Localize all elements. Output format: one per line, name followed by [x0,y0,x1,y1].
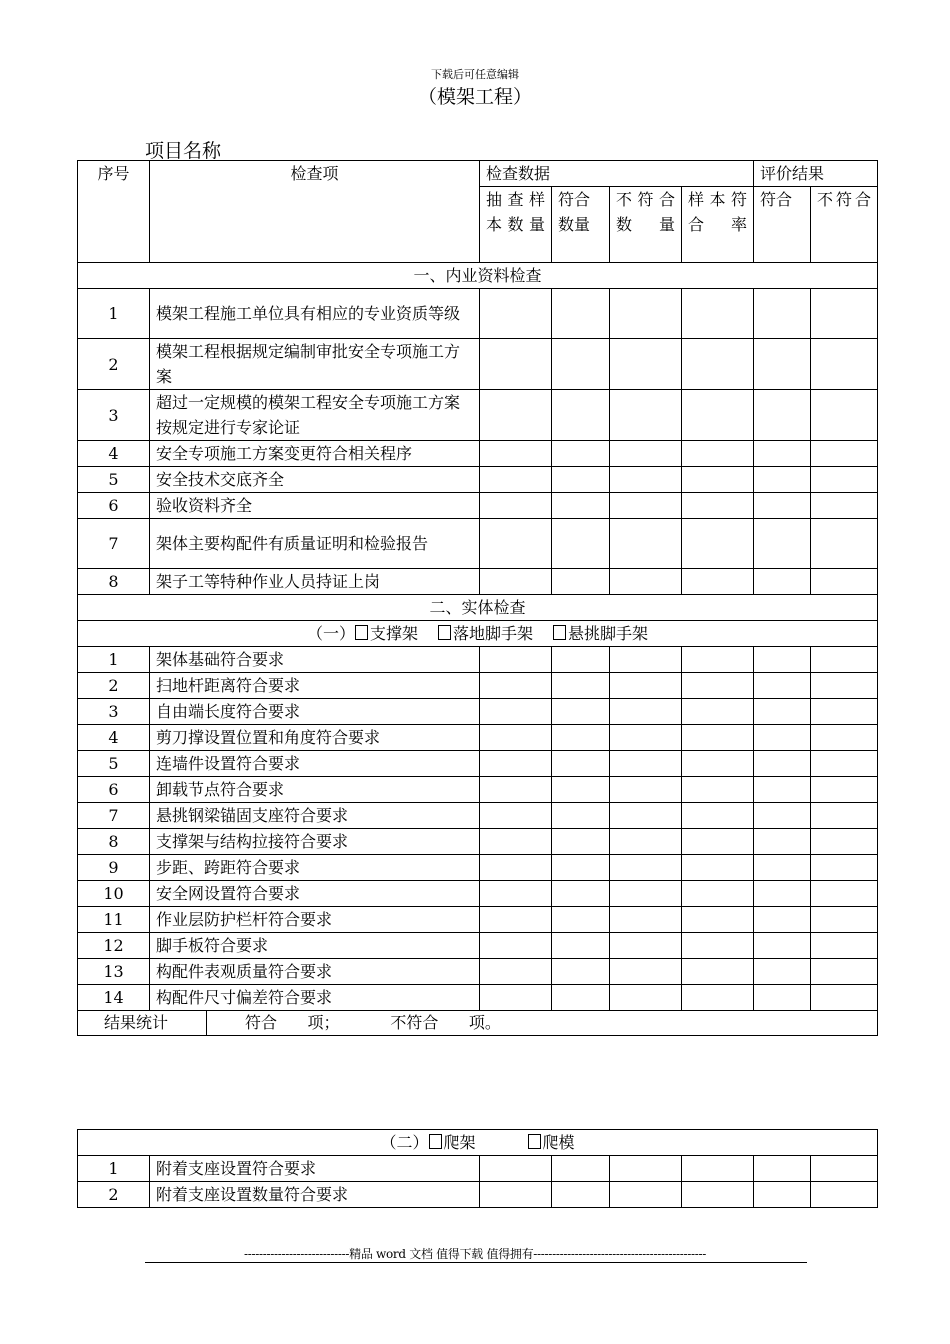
data-cell[interactable] [754,751,811,777]
subsection-prefix: （一） [306,624,355,643]
data-cell[interactable] [682,1156,754,1182]
row-number: 4 [78,725,150,751]
data-cell[interactable] [480,441,552,467]
row-number: 2 [78,339,150,390]
data-cell[interactable] [811,699,878,725]
data-cell[interactable] [610,959,682,985]
data-cell[interactable] [552,803,610,829]
option-label: 爬模 [542,1133,575,1152]
data-cell[interactable] [811,751,878,777]
row-number: 11 [78,907,150,933]
data-cell[interactable] [811,803,878,829]
table-row [78,777,878,803]
result-label: 结果统计 [78,1011,207,1035]
header-conform-rate: 样本符合率 [682,187,754,263]
data-cell[interactable] [552,699,610,725]
table-row [78,493,878,519]
data-cell[interactable] [811,339,878,390]
section-title: 一、内业资料检查 [78,263,878,289]
data-cell[interactable] [610,289,682,339]
checkbox-support-frame[interactable] [355,625,368,640]
data-cell[interactable] [480,959,552,985]
table-row [78,751,878,777]
data-cell[interactable] [552,907,610,933]
data-cell[interactable] [682,829,754,855]
data-cell[interactable] [610,673,682,699]
row-number: 14 [78,985,150,1011]
checkbox-cantilever-scaffold[interactable] [553,625,566,640]
data-cell[interactable] [811,1156,878,1182]
data-cell[interactable] [610,647,682,673]
data-cell[interactable] [754,493,811,519]
data-cell[interactable] [754,1156,811,1182]
option-label: 爬架 [443,1133,476,1152]
subsection-prefix: （二） [380,1133,429,1152]
data-cell[interactable] [811,907,878,933]
data-cell[interactable] [552,647,610,673]
data-cell[interactable] [811,855,878,881]
data-cell[interactable] [811,985,878,1011]
option-label: 支撑架 [370,624,419,643]
table-row [78,467,878,493]
row-item: 自由端长度符合要求 [150,699,480,725]
data-cell[interactable] [552,1156,610,1182]
data-cell[interactable] [754,985,811,1011]
data-cell[interactable] [682,933,754,959]
row-number: 2 [78,673,150,699]
data-cell[interactable] [552,855,610,881]
data-cell[interactable] [754,441,811,467]
row-number: 5 [78,751,150,777]
table-row [78,390,878,441]
header-nonconform: 不符合 [811,187,878,263]
row-item: 安全专项施工方案变更符合相关程序 [150,441,480,467]
header-item: 检查项 [150,161,480,263]
row-item: 架体基础符合要求 [150,647,480,673]
header-data-group: 检查数据 [480,161,754,187]
data-cell[interactable] [682,647,754,673]
row-item: 超过一定规模的模架工程安全专项施工方案按规定进行专家论证 [150,390,480,441]
data-cell[interactable] [610,467,682,493]
data-cell[interactable] [552,569,610,595]
data-cell[interactable] [552,673,610,699]
header-conform: 符合 [754,187,811,263]
footer-rule [145,1262,807,1263]
row-number: 12 [78,933,150,959]
data-cell[interactable] [480,1182,552,1208]
table-row [78,673,878,699]
row-item: 卸载节点符合要求 [150,777,480,803]
table-row [78,441,878,467]
row-number: 2 [78,1182,150,1208]
data-cell[interactable] [754,803,811,829]
option-label: 悬挑脚手架 [568,624,649,643]
data-cell[interactable] [610,777,682,803]
data-cell[interactable] [754,725,811,751]
subsection-title-scaffold [78,621,878,647]
table-row [78,647,878,673]
data-cell[interactable] [610,933,682,959]
data-cell[interactable] [754,907,811,933]
row-number: 6 [78,493,150,519]
data-cell[interactable] [811,1182,878,1208]
data-cell[interactable] [610,725,682,751]
row-number: 9 [78,855,150,881]
data-cell[interactable] [480,390,552,441]
data-cell[interactable] [682,959,754,985]
data-cell[interactable] [610,855,682,881]
data-cell[interactable] [480,699,552,725]
table-row [78,569,878,595]
data-cell[interactable] [480,829,552,855]
table-row [78,1156,878,1182]
row-number: 7 [78,803,150,829]
data-cell[interactable] [480,725,552,751]
table-row [78,829,878,855]
data-cell[interactable] [811,390,878,441]
header-conform-count: 符合数量 [552,187,610,263]
row-item: 连墙件设置符合要求 [150,751,480,777]
header-nonconform-count: 不符合数量 [610,187,682,263]
table-row [78,855,878,881]
data-cell[interactable] [610,390,682,441]
data-cell[interactable] [610,1156,682,1182]
data-cell[interactable] [480,519,552,569]
data-cell[interactable] [811,647,878,673]
data-cell[interactable] [754,855,811,881]
data-cell[interactable] [480,907,552,933]
data-cell[interactable] [682,569,754,595]
data-cell[interactable] [682,673,754,699]
row-item: 模架工程根据规定编制审批安全专项施工方案 [150,339,480,390]
row-number: 6 [78,777,150,803]
data-cell[interactable] [610,569,682,595]
data-cell[interactable] [682,467,754,493]
table-row [78,907,878,933]
data-cell[interactable] [811,519,878,569]
row-number: 7 [78,519,150,569]
data-cell[interactable] [610,441,682,467]
data-cell[interactable] [682,289,754,339]
data-cell[interactable] [480,803,552,829]
data-cell[interactable] [754,881,811,907]
data-cell[interactable] [552,493,610,519]
data-cell[interactable] [480,933,552,959]
data-cell[interactable] [552,829,610,855]
table-row [78,933,878,959]
data-cell[interactable] [754,569,811,595]
footer-text: ----------------------------精品 word 文档 值得下载 值得拥有---------------------------------------------- [243,1247,707,1261]
row-item: 脚手板符合要求 [150,933,480,959]
checkbox-climbing-form[interactable] [528,1134,541,1149]
data-cell[interactable] [811,959,878,985]
data-cell[interactable] [754,959,811,985]
data-cell[interactable] [682,441,754,467]
checkbox-floor-scaffold[interactable] [438,625,451,640]
row-number: 8 [78,569,150,595]
data-cell[interactable] [811,289,878,339]
row-item: 构配件尺寸偏差符合要求 [150,985,480,1011]
data-cell[interactable] [682,907,754,933]
row-item: 支撑架与结构拉接符合要求 [150,829,480,855]
data-cell[interactable] [682,493,754,519]
data-cell[interactable] [480,647,552,673]
row-number: 4 [78,441,150,467]
table-row [78,1182,878,1208]
data-cell[interactable] [811,725,878,751]
data-cell[interactable] [754,647,811,673]
data-cell[interactable] [552,390,610,441]
checkbox-climbing-frame[interactable] [429,1134,442,1149]
row-item: 附着支座设置数量符合要求 [150,1182,480,1208]
table-row [78,959,878,985]
data-cell[interactable] [610,1182,682,1208]
data-cell[interactable] [480,855,552,881]
data-cell[interactable] [682,519,754,569]
row-item: 架体主要构配件有质量证明和检验报告 [150,519,480,569]
data-cell[interactable] [480,751,552,777]
inspection-table [77,160,878,1036]
data-cell[interactable] [552,933,610,959]
data-cell[interactable] [610,881,682,907]
row-number: 8 [78,829,150,855]
data-cell[interactable] [682,1182,754,1208]
row-item: 架子工等特种作业人员持证上岗 [150,569,480,595]
data-cell[interactable] [754,933,811,959]
header-result-group: 评价结果 [754,161,878,187]
data-cell[interactable] [754,519,811,569]
data-cell[interactable] [480,985,552,1011]
data-cell[interactable] [480,1156,552,1182]
data-cell[interactable] [552,289,610,339]
row-number: 5 [78,467,150,493]
data-cell[interactable] [552,339,610,390]
data-cell[interactable] [811,441,878,467]
data-cell[interactable] [552,959,610,985]
data-cell[interactable] [610,699,682,725]
row-number: 3 [78,390,150,441]
row-item: 附着支座设置符合要求 [150,1156,480,1182]
data-cell[interactable] [811,467,878,493]
data-cell[interactable] [811,673,878,699]
data-cell[interactable] [610,829,682,855]
data-cell[interactable] [811,933,878,959]
project-name-label: 项目名称 [145,140,222,162]
data-cell[interactable] [610,803,682,829]
table-row [78,881,878,907]
data-cell[interactable] [682,339,754,390]
data-cell[interactable] [682,855,754,881]
data-cell[interactable] [682,985,754,1011]
data-cell[interactable] [480,673,552,699]
row-item: 安全网设置符合要求 [150,881,480,907]
data-cell[interactable] [610,519,682,569]
data-cell[interactable] [811,829,878,855]
row-item: 构配件表观质量符合要求 [150,959,480,985]
data-cell[interactable] [682,881,754,907]
data-cell[interactable] [480,467,552,493]
data-cell[interactable] [552,467,610,493]
option-label: 落地脚手架 [453,624,534,643]
data-cell[interactable] [754,289,811,339]
row-number: 1 [78,647,150,673]
table-row [78,985,878,1011]
result-text: 符合 项； 不符合 项。 [245,1013,501,1032]
table-row [78,725,878,751]
data-cell[interactable] [682,803,754,829]
data-cell[interactable] [754,390,811,441]
data-cell[interactable] [754,673,811,699]
subsection-title-climbing [78,1130,878,1156]
row-item: 验收资料齐全 [150,493,480,519]
data-cell[interactable] [754,467,811,493]
table-row [78,699,878,725]
data-cell[interactable] [754,339,811,390]
data-cell[interactable] [480,339,552,390]
data-cell[interactable] [811,493,878,519]
result-statistics [78,1011,878,1036]
data-cell[interactable] [552,441,610,467]
data-cell[interactable] [754,777,811,803]
row-number: 10 [78,881,150,907]
data-cell[interactable] [754,829,811,855]
data-cell[interactable] [480,777,552,803]
section-title: 二、实体检查 [78,595,878,621]
row-number: 1 [78,289,150,339]
data-cell[interactable] [754,1182,811,1208]
data-cell[interactable] [682,390,754,441]
data-cell[interactable] [552,1182,610,1208]
header-sample-count: 抽查样本数量 [480,187,552,263]
row-number: 13 [78,959,150,985]
data-cell[interactable] [552,519,610,569]
data-cell[interactable] [552,751,610,777]
data-cell[interactable] [480,289,552,339]
row-number: 3 [78,699,150,725]
data-cell[interactable] [610,985,682,1011]
data-cell[interactable] [610,493,682,519]
table-row [78,289,878,339]
table-row [78,803,878,829]
data-cell[interactable] [610,907,682,933]
header-note: 下载后可任意编辑 [431,68,519,81]
data-cell[interactable] [552,725,610,751]
document-title: （模架工程） [417,86,532,108]
row-item: 步距、跨距符合要求 [150,855,480,881]
header-seq: 序号 [78,161,150,263]
data-cell[interactable] [682,751,754,777]
data-cell[interactable] [811,569,878,595]
climbing-inspection-table [77,1129,878,1208]
data-cell[interactable] [811,881,878,907]
data-cell[interactable] [754,699,811,725]
data-cell[interactable] [552,777,610,803]
table-row [78,519,878,569]
data-cell[interactable] [682,777,754,803]
data-cell[interactable] [682,725,754,751]
data-cell[interactable] [811,777,878,803]
row-item: 作业层防护栏杆符合要求 [150,907,480,933]
row-item: 剪刀撑设置位置和角度符合要求 [150,725,480,751]
data-cell[interactable] [552,881,610,907]
row-item: 安全技术交底齐全 [150,467,480,493]
table-row [78,339,878,390]
row-item: 模架工程施工单位具有相应的专业资质等级 [150,289,480,339]
data-cell[interactable] [552,985,610,1011]
row-item: 扫地杆距离符合要求 [150,673,480,699]
data-cell[interactable] [610,751,682,777]
data-cell[interactable] [480,493,552,519]
row-number: 1 [78,1156,150,1182]
data-cell[interactable] [610,339,682,390]
row-item: 悬挑钢梁锚固支座符合要求 [150,803,480,829]
data-cell[interactable] [682,699,754,725]
data-cell[interactable] [480,569,552,595]
data-cell[interactable] [480,881,552,907]
